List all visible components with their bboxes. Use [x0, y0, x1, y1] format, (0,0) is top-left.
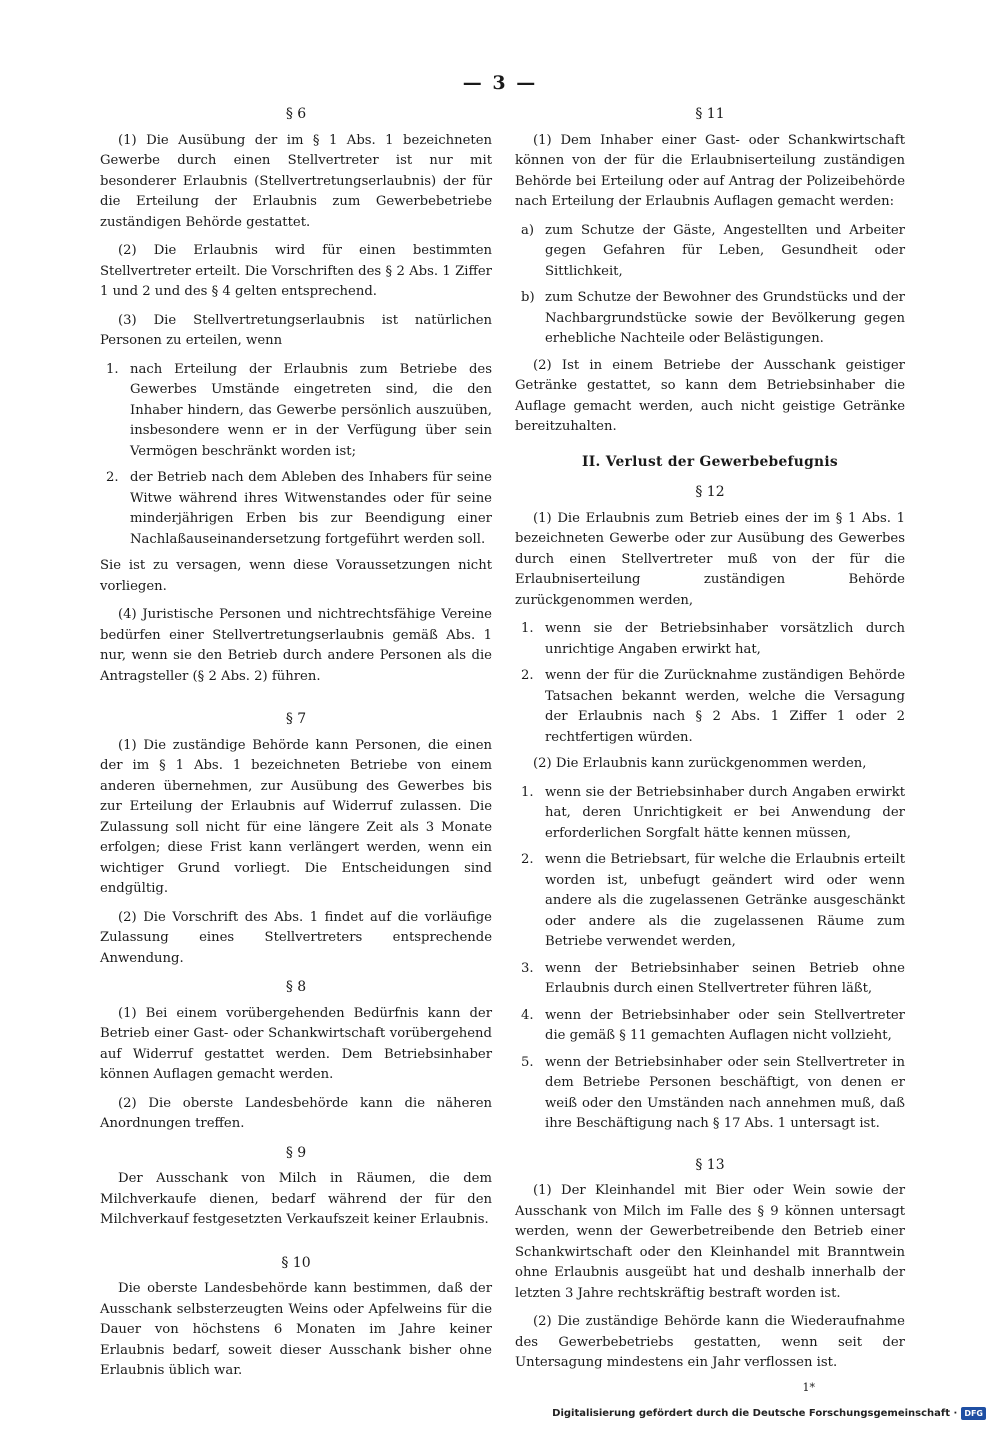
spacer: [100, 1239, 492, 1253]
section-heading: § 6: [285, 106, 307, 122]
paragraph: (2) Ist in einem Betriebe der Ausschank geistiger Getränke gestattet, so kann dem Betriebsinhaber die Auflage gemacht werden, auch nicht geistige Getränke bereitzuhalten.: [515, 357, 905, 434]
section-heading: § 12: [695, 484, 725, 500]
paragraph: Sie ist zu versagen, wenn diese Voraussetzungen nicht vorliegen.: [100, 558, 492, 594]
list-item: [515, 1006, 905, 1047]
list-marker: 1.: [521, 784, 534, 800]
section-heading: § 8: [285, 979, 307, 995]
section-heading: § 7: [285, 711, 307, 727]
paragraph: (2) Die oberste Landesbehörde kann die näheren Anordnungen treffen.: [100, 1095, 492, 1131]
list-item-text: wenn der Betriebsinhaber seinen Betrieb ohne Erlaubnis durch einen Stellvertreter führen läßt,: [545, 960, 905, 996]
section-heading: § 13: [695, 1156, 725, 1173]
paragraph: (2) Die Vorschrift des Abs. 1 findet auf die vorläufige Zulassung eines Stellvertreters entsprechende Anwendung.: [100, 909, 492, 966]
paragraph: (1) Bei einem vorübergehenden Bedürfnis kann der Betrieb einer Gast- oder Schankwirtschaft vorübergehend auf Widerruf gestattet werden. Dem Betriebsinhaber können Auflagen gemacht werden.: [100, 1005, 492, 1082]
spacer: [100, 695, 492, 709]
list-item: [100, 468, 492, 550]
list-item-text: wenn sie der Betriebsinhaber durch Angaben erwirkt hat, deren Unrichtigkeit er bei Anwendung der erforderlichen Sorgfalt hätte kennen müssen,: [545, 784, 905, 841]
paragraph: (2) Die zuständige Behörde kann die Wiederaufnahme des Gewerbebetriebs gestatten, wenn seit der Untersagung mindestens ein Jahr verflossen ist.: [515, 1314, 905, 1370]
dfg-logo-icon: DFG: [961, 1407, 986, 1420]
sheet-signature-mark: 1*: [802, 1380, 815, 1394]
list-marker: 4.: [521, 1007, 534, 1023]
right-column: [515, 104, 905, 1398]
list-item: [515, 850, 905, 953]
list-marker: 1.: [106, 361, 119, 377]
footer-text: Digitalisierung gefördert durch die Deutsche Forschungsgemeinschaft ·: [552, 1408, 958, 1419]
list-item-text: wenn der für die Zurücknahme zuständigen Behörde Tatsachen bekannt werden, welche die Versagung der Erlaubnis nach § 2 Abs. 1 Ziffer 1 oder 2 rechtfertigen würden.: [545, 668, 905, 745]
paragraph: (2) Die Erlaubnis wird für einen bestimmten Stellvertreter erteilt. Die Vorschriften des § 2 Abs. 1 Ziffer 1 und 2 und des § 4 gelten entsprechend.: [100, 243, 492, 299]
list-item-text: wenn sie der Betriebsinhaber vorsätzlich durch unrichtige Angaben erwirkt hat,: [545, 621, 905, 657]
list-item: [100, 360, 492, 463]
paragraph: (1) Die zuständige Behörde kann Personen, die einen der im § 1 Abs. 1 bezeichneten Betriebe von einem anderen übernehmen, zur Ausübung des Gewerbes bis zur Erteilung der Erlaubnis auf Widerruf zulassen. Die Zulassung soll nicht für eine längere Zeit als 3 Monate erfolgen; diese Frist kann verlängert werden, wenn ein wichtiger Grund vorliegt. Die Entscheidungen sind endgültig.: [100, 737, 492, 896]
section-heading: § 11: [695, 106, 725, 122]
paragraph: (2) Die Erlaubnis kann zurückgenommen werden,: [533, 756, 867, 771]
section-heading: § 9: [285, 1144, 307, 1161]
paragraph: (3) Die Stellvertretungserlaubnis ist natürlichen Personen zu erteilen, wenn: [100, 312, 492, 348]
list-item-text: wenn der Betriebsinhaber oder sein Stellvertreter die gemäß § 11 gemachten Auflagen nicht vollzieht,: [545, 1007, 905, 1043]
list-item-text: wenn der Betriebsinhaber oder sein Stellvertreter in dem Betriebe Personen beschäftigt, von denen er weiß oder den Umständen nach annehmen muß, daß ihre Beschäftigung nach § 17 Abs. 1 untersagt ist.: [545, 1054, 905, 1131]
paragraph: (1) Die Erlaubnis zum Betrieb eines der im § 1 Abs. 1 bezeichneten Gewerbe oder zur Ausübung des Gewerbes durch einen Stellvertreter muß von der für die Erlaubniserteilung zuständigen Behörde zurückgenommen werden,: [515, 510, 905, 608]
list-marker: 2.: [521, 852, 534, 867]
paragraph: Die oberste Landesbehörde kann bestimmen, daß der Ausschank selbsterzeugten Weins oder Apfelweins für die Dauer von höchstens 6 Monaten im Jahre keiner Erlaubnis bedarf, soweit dieser Ausschank bisher ohne Erlaubnis üblich war.: [100, 1281, 492, 1378]
list-marker: 1.: [521, 621, 534, 636]
list-item-text: der Betrieb nach dem Ableben des Inhabers für seine Witwe während ihres Witwenstandes oder für seine minderjährigen Erben bis zur Beendigung einer Nachlaßauseinandersetzung fortgeführt werden soll.: [130, 470, 492, 547]
left-column: [100, 104, 492, 1390]
list-marker: 2.: [106, 470, 119, 485]
paragraph: (4) Juristische Personen und nichtrechtsfähige Vereine bedürfen einer Stellvertretungserlaubnis gemäß Abs. 1 nur, wenn sie den Betrieb durch andere Personen als die Antragsteller (§ 2 Abs. 2) führen.: [100, 607, 492, 684]
paragraph: Der Ausschank von Milch in Räumen, die dem Milchverkaufe dienen, bedarf während der für den Milchverkauf festgesetzten Verkaufszeit keiner Erlaubnis.: [100, 1171, 492, 1227]
list-item: [515, 288, 905, 350]
list-item: [515, 959, 905, 1000]
list-item: [515, 666, 905, 748]
list-item: [515, 619, 905, 660]
list-item-text: wenn die Betriebsart, für welche die Erlaubnis erteilt worden ist, unbefugt geändert wird oder wenn andere als die zugelassenen Getränke ausgeschänkt oder andere als die zugelassenen Räume zum Betriebe verwendet werden,: [545, 852, 905, 949]
list-item: [515, 783, 905, 845]
paragraph: (1) Der Kleinhandel mit Bier oder Wein sowie der Ausschank von Milch im Falle des § 9 können untersagt werden, wenn der Gewerbetreibende den Betrieb einer Schankwirtschaft oder den Kleinhandel mit Branntwein ohne Erlaubnis ausgeübt hat und deshalb innerhalb der letzten 3 Jahre rechtskräftig bestraft worden ist.: [515, 1183, 905, 1301]
list-marker: 5.: [521, 1054, 534, 1070]
list-marker: b): [521, 290, 535, 305]
spacer: [515, 1141, 905, 1155]
section-heading: § 10: [281, 1254, 311, 1271]
chapter-heading: II. Verlust der Gewerbebefugnis: [582, 453, 838, 470]
page-number: — 3 —: [462, 72, 538, 94]
list-marker: 3.: [521, 960, 534, 976]
list-marker: a): [521, 222, 535, 238]
paragraph: (1) Dem Inhaber einer Gast- oder Schankwirtschaft können von der für die Erlaubniserteilung zuständigen Behörde bei Erteilung oder auf Antrag der Polizeibehörde nach Erteilung der Erlaubnis Auflagen gemacht werden:: [515, 132, 905, 209]
footer: [552, 1407, 986, 1420]
paragraph: (1) Die Ausübung der im § 1 Abs. 1 bezeichneten Gewerbe durch einen Stellvertreter ist nur mit besonderer Erlaubnis (Stellvertretungserlaubnis) der für die Erteilung der Erlaubnis zum Gewerbebetriebe zuständigen Behörde gestattet.: [100, 132, 492, 230]
list-item: [515, 1053, 905, 1135]
list-item-text: zum Schutze der Bewohner des Grundstücks und der Nachbargrundstücke sowie der Bevölkerung gegen erhebliche Nachteile oder Belästigungen.: [545, 290, 905, 346]
list-item-text: zum Schutze der Gäste, Angestellten und Arbeiter gegen Gefahren für Leben, Gesundheit oder Sittlichkeit,: [545, 222, 905, 279]
list-marker: 2.: [521, 668, 534, 683]
list-item-text: nach Erteilung der Erlaubnis zum Betriebe des Gewerbes Umstände eingetreten sind, die den Inhaber hindern, das Gewerbe persönlich auszuüben, insbesondere wenn er in der Verfügung über sein Vermögen beschränkt worden ist;: [130, 361, 492, 459]
list-item: [515, 221, 905, 283]
